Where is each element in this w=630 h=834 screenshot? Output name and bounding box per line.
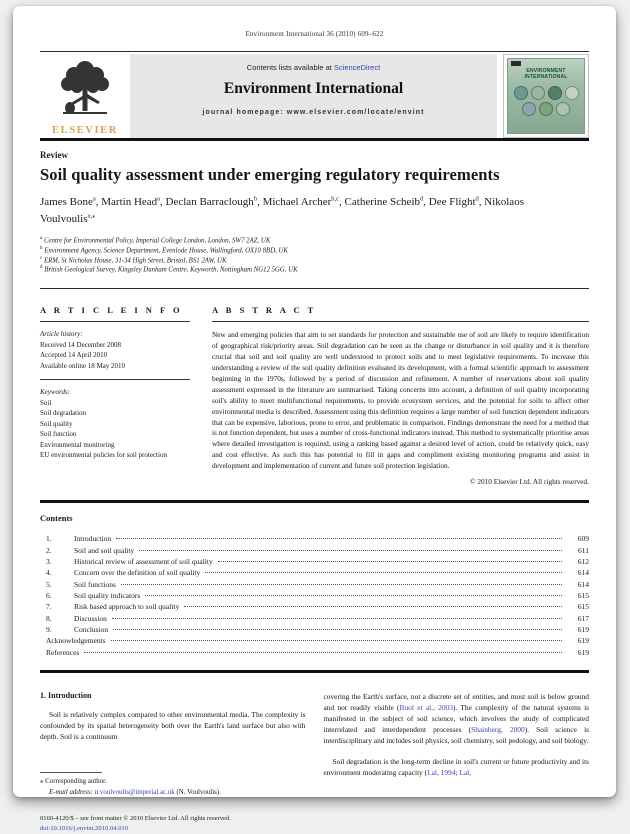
- article-history-list: [40, 340, 190, 372]
- body-paragraph: [324, 756, 590, 778]
- author-name: Dee Flight: [428, 196, 476, 208]
- affiliation-text: ERM, St Nicholas House, 31-34 High Street, Bristol, BS1 2AW, UK: [43, 256, 227, 264]
- cover-circle-icon: [548, 86, 562, 100]
- journal-cover-art: [507, 58, 585, 134]
- toc-dot-leader: [139, 550, 562, 551]
- affiliation-sup: d: [40, 265, 43, 271]
- toc-dot-leader: [145, 595, 562, 596]
- toc-dot-leader: [111, 640, 562, 641]
- article-history-item: Received 14 December 2008: [40, 340, 122, 349]
- toc-entry-page: 615: [577, 602, 589, 612]
- affiliation-text: British Geological Survey, Kingsley Dunham Centre, Keyworth, Nottingham NG12 5GG, UK: [44, 266, 298, 274]
- sciencedirect-link[interactable]: ScienceDirect: [333, 63, 381, 72]
- contents-available-line: [130, 63, 497, 72]
- toc-entry-label: References: [46, 647, 80, 657]
- author: [345, 196, 429, 208]
- toc-entry-label: Discussion: [74, 613, 107, 623]
- toc-entry-label: Soil quality indicators: [74, 590, 141, 600]
- journal-homepage-link[interactable]: journal homepage: www.elsevier.com/locate/envint: [202, 109, 425, 116]
- email-suffix: (N. Voulvoulis).: [174, 788, 221, 796]
- issn-line: 0160-4120/$ – see front matter © 2010 Elsevier Ltd. All rights reserved.: [40, 815, 231, 823]
- abstract-header: A B S T R A C T: [212, 305, 317, 315]
- article-title: Soil quality assessment under emerging regulatory requirements: [40, 165, 500, 184]
- author: [101, 196, 165, 208]
- author: [166, 196, 263, 208]
- toc-entry-page: 619: [577, 624, 589, 634]
- intro-paragraph: Soil is relatively complex compared to other environmental media. The complexity is confounded by its spatial heterogeneity both over the Earth's land surface but also with depth. Soil is a continuum: [40, 709, 306, 742]
- keywords-list: [40, 398, 190, 461]
- article-history-item: Accepted 14 April 2010: [40, 351, 108, 359]
- article-info-column: [40, 305, 190, 486]
- cover-circle-icon: [522, 102, 536, 116]
- toc-entry-label: Acknowledgements: [46, 636, 106, 646]
- corresponding-author-footnote: [40, 772, 306, 798]
- affiliation-text: Centre for Environmental Policy, Imperial College London, London, SW7 2AZ, UK: [43, 237, 271, 245]
- text-segment: covering the Earth's surface, not a discrete set of entities, and most soil is below ground and not readily visible (: [323, 691, 589, 713]
- cover-circle-icon: [565, 86, 579, 100]
- affiliation-row: [40, 246, 589, 256]
- toc-entry-label: Concern over the definition of soil quality: [74, 568, 201, 578]
- toc-entry[interactable]: [46, 601, 589, 612]
- author-name: Michael Archer: [262, 196, 332, 208]
- affiliation-list: [40, 236, 589, 275]
- author: [263, 196, 345, 208]
- toc-entry-label: Historical review of assessment of soil quality: [74, 556, 213, 566]
- toc-entry-page: 609: [577, 534, 589, 544]
- affiliation-sup: a: [40, 236, 43, 241]
- text-segment: Soil degradation is the long-term decline in soil's current or future productivity and its environment moderating capacity (: [323, 756, 589, 777]
- author-affiliation-sup: d: [420, 195, 424, 203]
- toc-entry-page: 619: [577, 636, 589, 646]
- toc-entry[interactable]: [46, 556, 589, 567]
- toc-dot-leader: [112, 618, 562, 619]
- keyword-item: Soil quality: [40, 419, 73, 428]
- toc-dot-leader: [184, 606, 562, 607]
- keywords-rule: [40, 379, 190, 380]
- elsevier-tree-icon: [57, 59, 113, 122]
- journal-page: [13, 6, 616, 833]
- toc-entry-number: 7.: [46, 602, 52, 612]
- corresponding-author-line: ⁎ Corresponding author.: [40, 778, 107, 786]
- citation-link[interactable]: Buol et al., 2003: [399, 703, 453, 713]
- issn-copyright-block: [40, 814, 306, 834]
- affiliation-row: [40, 265, 589, 275]
- author-name: James Bone: [40, 196, 93, 208]
- citation-link[interactable]: Lal, 1994; Lal,: [427, 767, 472, 777]
- author: [40, 196, 101, 208]
- contents-available-prefix: Contents lists available at: [246, 63, 334, 72]
- keyword-item: EU environmental policies for soil protection: [40, 451, 167, 459]
- toc-entry-page: 612: [577, 556, 589, 566]
- toc-dot-leader: [113, 629, 562, 630]
- text-segment: ). The complexity of the natural systems is manifested in the subject of soil science, which involves the study of complicated interrelated and interdependent processes (: [323, 703, 589, 735]
- article-type-label: Review: [40, 150, 68, 160]
- toc-dot-leader: [121, 584, 562, 585]
- toc-entry[interactable]: [46, 567, 589, 578]
- toc-entry-label: Risk based approach to soil quality: [74, 602, 180, 612]
- toc-entry-page: 617: [577, 613, 589, 623]
- affiliation-sup: b: [40, 245, 43, 251]
- author-affiliation-sup: b,c: [331, 195, 340, 203]
- toc-entry-number: 1.: [46, 534, 52, 544]
- keyword-item: Environmental monitoring: [40, 440, 115, 449]
- article-info-header: A R T I C L E I N F O: [40, 305, 183, 315]
- toc-entry-number: 9.: [46, 624, 52, 634]
- toc-entry[interactable]: [46, 590, 589, 601]
- toc-entry-number: 5.: [46, 579, 52, 589]
- author-affiliation-sup: b: [253, 195, 258, 203]
- toc-entry[interactable]: [46, 533, 589, 544]
- author-affiliation-sup: a: [157, 195, 161, 203]
- cover-circle-icon: [556, 102, 570, 116]
- toc-dot-leader: [218, 561, 562, 562]
- article-history-item: Available online 18 May 2010: [40, 361, 126, 370]
- affiliation-text: Environment Agency, Science Department, Evenlode House, Wallingford, OX10 8BD, UK: [44, 247, 288, 255]
- cover-circle-icon: [539, 102, 553, 116]
- contents-header: Contents: [40, 513, 73, 524]
- author-name: Catherine Scheib: [344, 196, 420, 208]
- author-list: [40, 194, 547, 227]
- body-paragraph: [324, 691, 590, 747]
- author-separator: ,: [423, 196, 429, 208]
- copyright-line: © 2010 Elsevier Ltd. All rights reserved.: [469, 477, 589, 487]
- email-link[interactable]: n.voulvoulis@imperial.ac.uk: [94, 788, 175, 796]
- toc-entry-number: 3.: [46, 556, 52, 566]
- toc-entry-label: Soil functions: [74, 579, 116, 589]
- title-block-rule: [40, 288, 589, 289]
- top-rule: [40, 51, 589, 52]
- email-line: [40, 788, 306, 798]
- author-name: Nikolaos Voulvoulis: [40, 196, 524, 225]
- author-separator: ,: [478, 196, 485, 208]
- toc-entry[interactable]: [46, 635, 589, 646]
- toc-entry-page: 619: [577, 647, 589, 657]
- author-affiliation-sup: d: [475, 195, 479, 203]
- running-head: Environment International 36 (2010) 609–622: [245, 30, 384, 38]
- author-separator: ,: [95, 196, 102, 208]
- toc-entry-number: 2.: [46, 545, 52, 555]
- article-info-header-rule: [40, 321, 190, 322]
- doi-link[interactable]: doi:10.1016/j.envint.2010.04.010: [40, 825, 129, 833]
- author: [429, 196, 485, 208]
- toc-entry-page: 614: [577, 579, 589, 589]
- table-of-contents: [40, 533, 589, 658]
- journal-cover-thumbnail: [503, 54, 589, 138]
- keyword-item: Soil function: [40, 430, 77, 438]
- keyword-item: Soil degradation: [40, 409, 87, 417]
- toc-entry[interactable]: [46, 579, 589, 590]
- banner-bottom-rule: [40, 138, 589, 141]
- cover-circle-icon: [514, 86, 528, 100]
- email-label: E-mail address:: [49, 788, 93, 796]
- keywords-label: Keywords:: [40, 388, 71, 396]
- section-heading-introduction: 1. Introduction: [40, 690, 92, 700]
- author-affiliation-sup: a,⁎: [87, 211, 96, 219]
- journal-title: Environment International: [223, 80, 404, 97]
- author-separator: ,: [257, 196, 263, 208]
- abstract-header-rule: [212, 321, 589, 322]
- toc-entry-label: Soil and soil quality: [74, 545, 135, 555]
- keyword-item: Soil: [40, 398, 52, 407]
- affiliation-row: [40, 236, 589, 246]
- cover-issue-mark: [511, 61, 521, 66]
- author-separator: ,: [339, 196, 345, 208]
- toc-entry-number: 8.: [46, 613, 52, 623]
- toc-dot-leader: [84, 652, 562, 653]
- article-history-label: Article history:: [40, 330, 83, 338]
- footnote-rule: [40, 772, 102, 773]
- cover-image-circles: [511, 86, 581, 116]
- toc-entry-number: 4.: [46, 568, 52, 578]
- contents-bottom-rule: [40, 670, 589, 673]
- author-name: Declan Barraclough: [165, 196, 254, 208]
- abstract-text: New and emerging policies that aim to set standards for protection and sustainable use of soil are likely to require identification of geographical risk/priority areas. Soil degradation can be seen as the change or disturbance in soil quality and it is therefore crucial that soil and soil quality are well understood to protect soils and to meet legislative requirements. To increase this understanding a review of the soil quality definition evaluated its development, with a formal scientific approach to assessment beginning in the 1970s, followed by a period of discussion and refinement. A number of reservations about soil quality assessment expressed in the literature are summarised. Taking concerns into account, a definition of soil quality incorporating soil's ability to meet multifunctional requirements, to provide ecosystem services, and the potential for soils to affect other environmental media is described. Assessment using this definition requires a large number of soil function dependent indicators that can be expensive, laborious, prone to error, and problematic in comparison. Findings demonstrate the need for a method that is not function dependent, but uses a number of cross-functional indicators instead. This method to systematically prioritise areas where detailed investigation is required, using a ranking based against a desired level of action, could be relatively quick, easy and cost effective. As such this has potential to fill in gaps and compliment existing monitoring programs and assist in development and implementation of current and future soil protection legislation.: [212, 330, 589, 471]
- journal-banner: [40, 54, 589, 138]
- abstract-column: [212, 305, 589, 486]
- toc-entry[interactable]: [46, 613, 589, 624]
- cover-title: ENVIRONMENT INTERNATIONAL: [524, 68, 568, 80]
- toc-entry[interactable]: [46, 647, 589, 658]
- text-segment: ). Soil science is interdisciplinary and includes soil physics, soil chemistry, soil pedology, and soil biology.: [323, 725, 590, 746]
- toc-entry-label: Conclusion: [74, 624, 109, 634]
- toc-entry-page: 614: [577, 568, 589, 578]
- toc-dot-leader: [205, 572, 562, 573]
- toc-entry-number: 6.: [46, 590, 52, 600]
- author-affiliation-sup: a: [92, 195, 96, 203]
- elsevier-wordmark: ELSEVIER: [52, 125, 118, 136]
- affiliation-sup: c: [40, 255, 43, 261]
- author-name: Martin Head: [101, 196, 158, 208]
- citation-link[interactable]: Shainberg, 2000: [471, 725, 525, 735]
- cover-circle-icon: [531, 86, 545, 100]
- toc-dot-leader: [116, 538, 562, 539]
- body-left-column: [40, 691, 306, 834]
- affiliation-row: [40, 256, 589, 266]
- contents-top-rule: [40, 500, 589, 503]
- toc-entry[interactable]: [46, 545, 589, 556]
- toc-entry-page: 615: [577, 590, 589, 600]
- author-separator: ,: [160, 196, 166, 208]
- body-right-column: [324, 691, 590, 834]
- elsevier-logo: [40, 54, 130, 138]
- banner-center-panel: [130, 54, 497, 138]
- toc-entry-label: Introduction: [74, 534, 112, 544]
- toc-entry[interactable]: [46, 624, 589, 635]
- toc-entry-page: 611: [578, 545, 589, 555]
